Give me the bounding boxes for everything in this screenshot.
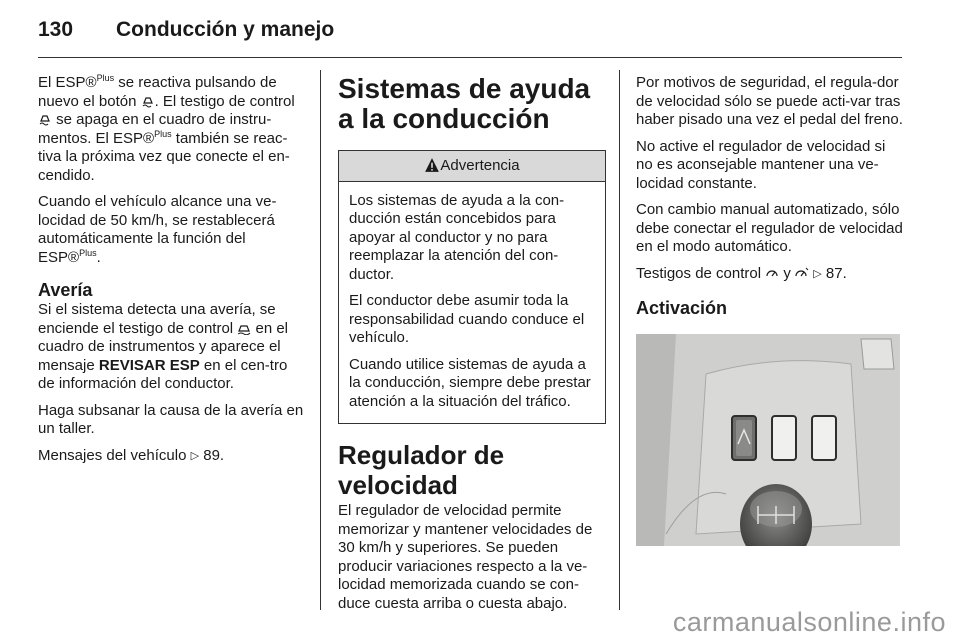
- fault-heading: Avería: [38, 280, 93, 300]
- page-reference-arrow-icon: ▷: [813, 267, 822, 280]
- esp-off-icon: [141, 94, 155, 108]
- column-divider-left: [320, 70, 321, 610]
- warning-header: Advertencia: [339, 151, 605, 182]
- activation-heading: Activación: [636, 298, 728, 318]
- cruise-control-paragraph: El regulador de velocidad permite memorizar y mantener velocidades de 30 km/h y superiores. Se pueden producir variaciones respecto a la ve-locidad memorizada cuando se con-duce cuesta arriba o cuesta abajo.: [338, 502, 593, 612]
- column-1: [38, 74, 306, 473]
- brake-pedal-paragraph: Por motivos de seguridad, el regula-dor de velocidad sólo se puede acti-var tras haber pisado una vez el pedal del freno.: [636, 74, 903, 128]
- cruise-control-active-icon: [795, 266, 809, 280]
- column-3: [636, 74, 904, 319]
- cruise-control-title: Regulador de velocidad: [338, 440, 505, 500]
- control-lamps-reference: Testigos de control y ▷ 87.: [636, 264, 847, 282]
- cruise-control-icon: [765, 266, 779, 280]
- warning-paragraph-3: Cuando utilice sistemas de ayuda a la conducción, siempre debe prestar atención a la situación del tráfico.: [349, 355, 591, 410]
- warning-box: [338, 150, 606, 424]
- warning-triangle-icon: [424, 157, 440, 173]
- section-title: Conducción y manejo: [116, 18, 335, 41]
- driver-assistance-title: Sistemas de ayuda a la conducción: [338, 73, 591, 134]
- page-link-89[interactable]: 89.: [199, 446, 225, 464]
- switch-panel-illustration: [636, 334, 900, 546]
- message-revisar-esp: REVISAR ESP: [98, 356, 200, 374]
- header-rule: [38, 57, 902, 58]
- watermark: carmanualsonline.info: [672, 607, 946, 637]
- esp-warning-icon: [237, 321, 251, 335]
- cruise-control-switch-photo: [636, 334, 900, 546]
- page-header: [38, 14, 902, 54]
- column-2: [338, 74, 606, 621]
- esp-auto-restore-paragraph: Cuando el vehículo alcance una ve-locidad de 50 km/h, se restablecerá automáticamente la función del ESP®$^{Plus}$.: [38, 193, 277, 266]
- warning-paragraph-2: El conductor debe asumir toda la responsabilidad cuando conduce el vehículo.: [349, 292, 585, 346]
- warning-body: [339, 182, 605, 424]
- fault-paragraph: Si el sistema detecta una avería, se enciende el testigo de control en el cuadro de instrumentos y aparece el mensaje REVISAR ESP en el cen-tro de información del conductor.: [38, 301, 289, 392]
- esp-reactivation-paragraph: El ESP®$^{Plus}$ se reactiva pulsando de nuevo el botón . El testigo de control se apaga en el cuadro de instru-mentos. El ESP®$^{Plus}$ también se reac-tiva la próxima vez que conecte el en-cendido.: [38, 73, 295, 184]
- vehicle-messages-reference: Mensajes del vehículo ▷ 89.: [38, 446, 225, 464]
- warning-paragraph-1: Los sistemas de ayuda a la con-ducción están concebidos para apoyar al conductor y no para reemplazar la atención del con-ductor.: [349, 191, 565, 283]
- esp-off-warning-icon: [38, 112, 52, 126]
- page-link-87[interactable]: 87.: [821, 264, 847, 282]
- column-divider-right: [619, 70, 620, 610]
- workshop-paragraph: Haga subsanar la causa de la avería en un taller.: [38, 401, 304, 437]
- page-reference-arrow-icon: ▷: [190, 449, 200, 462]
- constant-speed-paragraph: No active el regulador de velocidad si no es aconsejable mantener una ve-locidad constante.: [636, 137, 886, 192]
- automated-gearbox-paragraph: Con cambio manual automatizado, sólo debe conectar el regulador de velocidad en el modo automático.: [636, 201, 903, 255]
- page-number: 130: [38, 18, 74, 41]
